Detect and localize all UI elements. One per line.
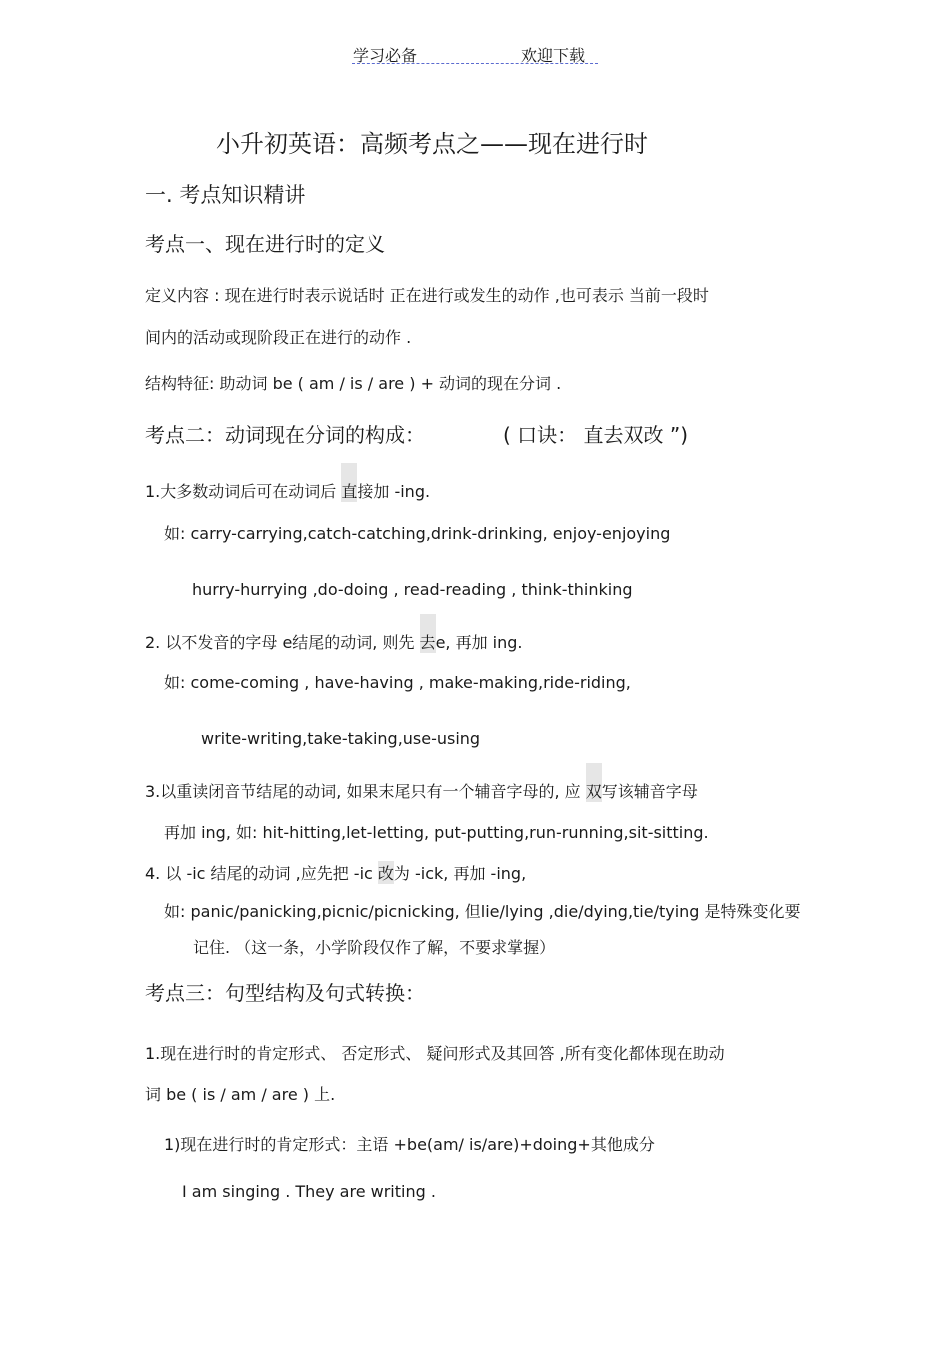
point2-heading: 考点二：动词现在分词的构成：	[145, 423, 425, 447]
rule-3-highlight: 双	[586, 763, 602, 802]
definition-line-2: 间内的活动或现阶段正在进行的动作 .	[145, 328, 412, 347]
header-divider	[352, 63, 598, 64]
rule-3-text: 3.以重读闭音节结尾的动词, 如果末尾只有一个辅音字母的, 应	[145, 782, 586, 801]
rule-4-example-2: 记住. （这一条，小学阶段仅作了解，不要求掌握）	[193, 938, 556, 957]
rule-3	[145, 779, 698, 802]
rule-3-text-end: 写该辅音字母	[601, 782, 698, 801]
rule-1-highlight: 直	[341, 463, 357, 502]
rule-1	[145, 479, 430, 502]
rule-4	[145, 861, 526, 884]
point3-heading: 考点三：句型结构及句式转换：	[145, 981, 425, 1005]
rule-1-example-1: 如: carry-carrying,catch-catching,drink-drinking, enjoy-enjoying	[164, 524, 671, 543]
header-left: 学习必备	[353, 46, 418, 65]
rule-1-text: 1.大多数动词后可在动词后	[145, 482, 342, 501]
rule-1-example-2: hurry-hurrying ,do-doing , read-reading , think-thinking	[192, 580, 633, 599]
point3-paragraph-line-2: 词 be ( is / am / are ) 上.	[145, 1085, 336, 1104]
rule-3-line-2: 再加 ing, 如: hit-hitting,let-letting, put-putting,run-running,sit-sitting.	[164, 823, 709, 842]
rule-1-text-end: 接加 -ing.	[357, 482, 431, 501]
point2-mnemonic: ( 口诀： 直去双改 ”)	[503, 423, 689, 447]
structure-line: 结构特征: 助动词 be ( am / is / are ) + 动词的现在分词 .	[145, 374, 562, 393]
rule-2-highlight: 去	[420, 614, 436, 653]
rule-2-example-2: write-writing,take-taking,use-using	[201, 729, 481, 748]
affirmative-form: 1)现在进行时的肯定形式：主语 +be(am/ is/are)+doing+其他成分	[164, 1135, 655, 1154]
point1-heading: 考点一、现在进行时的定义	[145, 232, 385, 256]
section-heading: 一. 考点知识精讲	[145, 183, 306, 207]
rule-2-text: 2. 以不发音的字母 e结尾的动词, 则先	[145, 633, 420, 652]
header-right: 欢迎下载	[521, 46, 586, 65]
rule-4-example-1: 如: panic/panicking,picnic/picnicking, 但lie/lying ,die/dying,tie/tying 是特殊变化要	[164, 902, 801, 921]
rule-2-example-1: 如: come-coming , have-having , make-making,ride-riding,	[164, 673, 631, 692]
page-title: 小升初英语：高频考点之——现在进行时	[216, 130, 648, 158]
definition-line-1: 定义内容 : 现在进行时表示说话时 正在进行或发生的动作 ,也可表示 当前一段时	[145, 286, 709, 305]
rule-2-text-end: e, 再加 ing.	[435, 633, 523, 652]
rule-4-highlight: 改	[378, 861, 394, 884]
point3-paragraph-line-1: 1.现在进行时的肯定形式、 否定形式、 疑问形式及其回答 ,所有变化都体现在助动	[145, 1044, 725, 1063]
affirmative-example: I am singing . They are writing .	[182, 1182, 436, 1201]
rule-4-text: 4. 以 -ic 结尾的动词 ,应先把 -ic	[145, 864, 378, 883]
rule-4-text-end: 为 -ick, 再加 -ing,	[393, 864, 527, 883]
rule-2	[145, 630, 523, 653]
